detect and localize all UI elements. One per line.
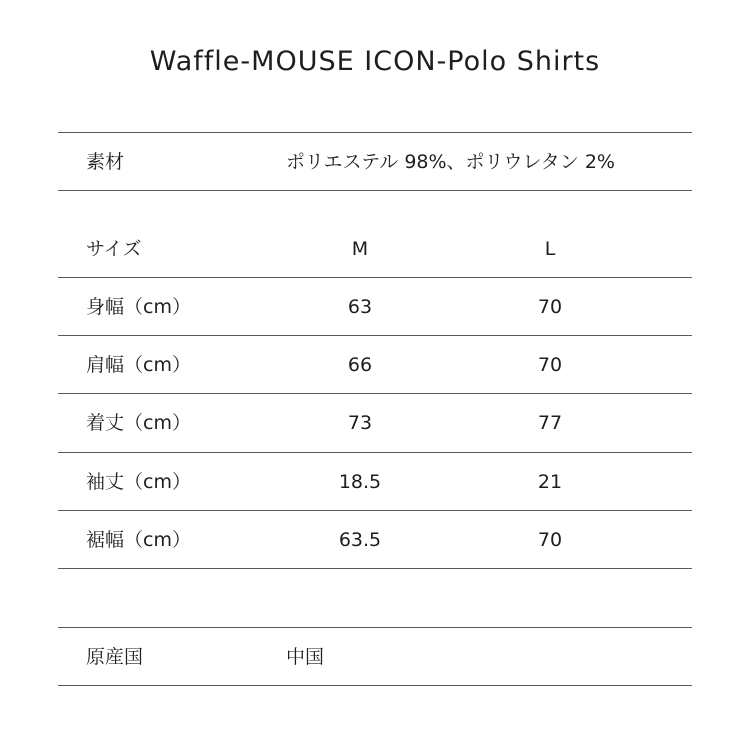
origin-value: 中国 — [286, 646, 325, 668]
divider — [58, 190, 692, 191]
row-label: 裾幅（cm） — [86, 529, 191, 551]
row-value-l: 70 — [537, 296, 563, 318]
row-label: 着丈（cm） — [86, 412, 191, 434]
divider — [58, 568, 692, 569]
material-label: 素材 — [86, 151, 125, 173]
row-value-m: 66 — [347, 354, 373, 376]
row-value-l: 70 — [537, 354, 563, 376]
origin-row — [58, 628, 692, 686]
table-row — [58, 394, 692, 452]
table-row — [58, 453, 692, 511]
size-header-row — [58, 220, 692, 278]
material-value: ポリエステル 98%、ポリウレタン 2% — [286, 151, 615, 173]
material-row — [58, 133, 692, 191]
row-label: 身幅（cm） — [86, 296, 191, 318]
divider — [58, 685, 692, 686]
page-title: Waffle-MOUSE ICON-Polo Shirts — [149, 46, 601, 77]
size-header-l: L — [544, 238, 556, 260]
row-label: 肩幅（cm） — [86, 354, 191, 376]
row-value-l: 77 — [537, 412, 563, 434]
row-value-l: 21 — [537, 471, 563, 493]
origin-label: 原産国 — [86, 646, 144, 668]
table-row — [58, 511, 692, 569]
row-value-l: 70 — [537, 529, 563, 551]
row-value-m: 63 — [347, 296, 373, 318]
size-header-label: サイズ — [86, 238, 142, 260]
table-row — [58, 278, 692, 336]
size-header-m: M — [351, 238, 369, 260]
row-value-m: 18.5 — [338, 471, 382, 493]
table-row — [58, 336, 692, 394]
row-label: 袖丈（cm） — [86, 471, 191, 493]
row-value-m: 63.5 — [338, 529, 382, 551]
row-value-m: 73 — [347, 412, 373, 434]
